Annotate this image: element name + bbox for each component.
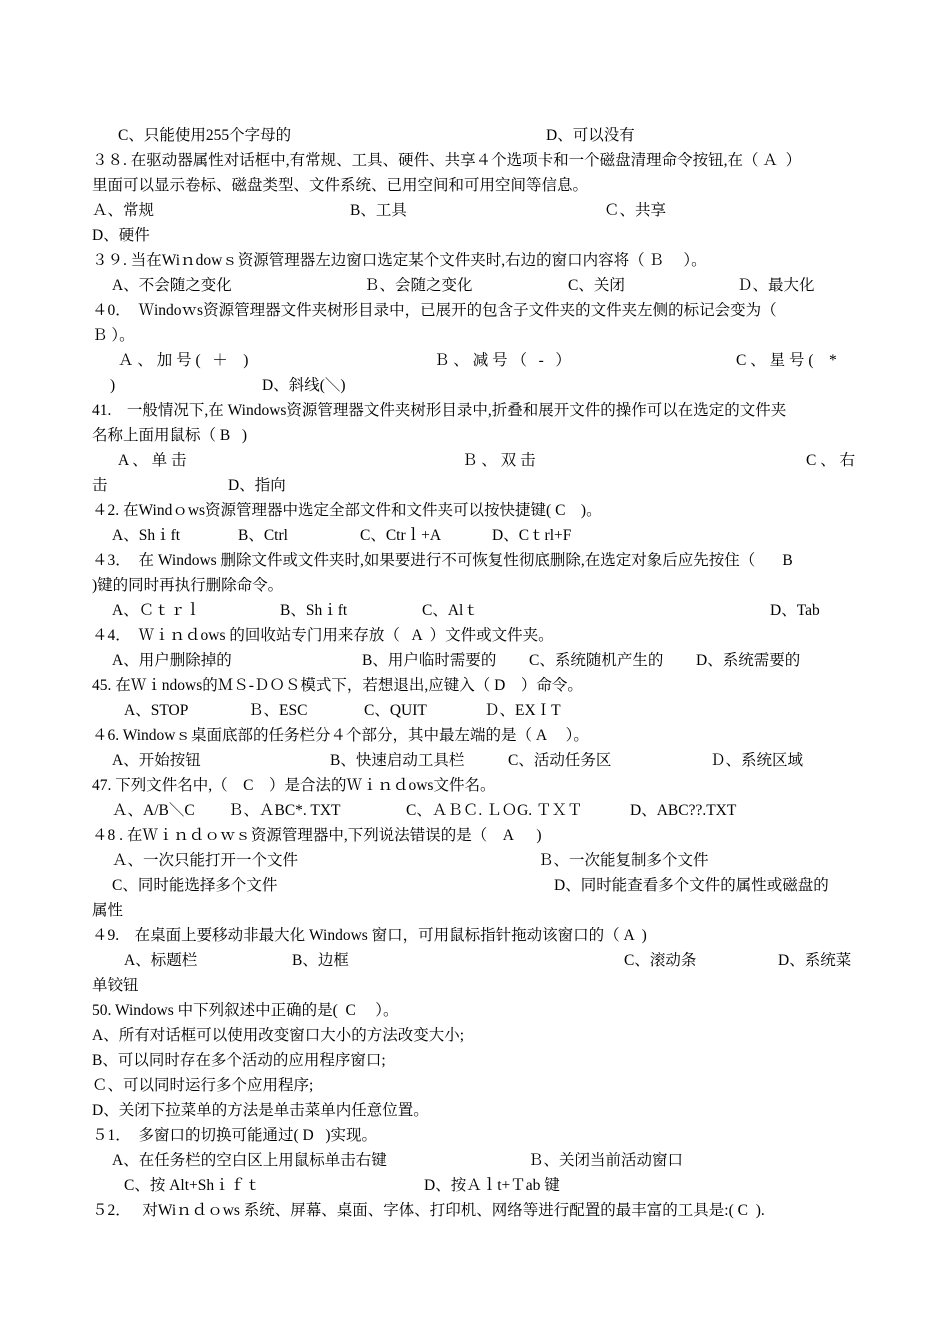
option-b-q39: Ｂ、会随之变化 — [364, 277, 473, 294]
option-b-q51: Ｂ、关闭当前活动窗口 — [528, 1152, 684, 1169]
option-c-q39: C、关闭 — [568, 277, 625, 294]
option-b-q43: B、Shｉft — [280, 602, 348, 619]
option-c-q51: C、按 Alt+Shｉｆｔ — [124, 1177, 261, 1194]
option-b-q50: B、可以同时存在多个活动的应用程序窗口; — [92, 1052, 386, 1069]
option-a-q46: A、开始按钮 — [112, 752, 201, 769]
option-c-q50: Ｃ、可以同时运行多个应用程序; — [92, 1077, 314, 1094]
option-c-q49: C、滚动条 — [624, 952, 697, 969]
option-c-q41-cont: 击 — [92, 477, 108, 494]
option-a-q43: A、Ｃｔｒｌ — [112, 602, 201, 619]
question-52: ５2． 对Wiｎｄｏws 系统、屏幕、桌面、字体、打印机、网络等进行配置的最丰富的工具是:( C ). — [92, 1202, 765, 1219]
option-d-q48-cont: 属性 — [92, 902, 124, 919]
question-38-cont: 里面可以显示卷标、磁盘类型、文件系统、已用空间和可用空间等信息。 — [92, 177, 589, 194]
option-d-q49-cont: 单铰钮 — [92, 977, 139, 994]
option-b-q44: B、用户临时需要的 — [362, 652, 497, 669]
question-49: ４9. 在桌面上要移动非最大化 Windows 窗口，可用鼠标指针拖动该窗口的（ A ) — [92, 927, 647, 944]
question-42: ４2. 在Windｏws资源管理器中选定全部文件和文件夹可以按快捷键( C )。 — [92, 502, 602, 519]
option-d-q42: D、Cｔrl+F — [492, 527, 572, 544]
option-d-q40: D、斜线(＼) — [262, 377, 346, 394]
question-43: ４3． 在 Windows 删除文件或文件夹时,如果要进行不可恢复性彻底删除,在选定对象后应先按住（ B — [92, 552, 793, 569]
option-c-q48: C、同时能选择多个文件 — [112, 877, 278, 894]
option-c-q41: C 、 右 — [806, 452, 856, 469]
option-c-q44: C、系统随机产生的 — [529, 652, 664, 669]
option-d-q50: D、关闭下拉菜单的方法是单击菜单内任意位置。 — [92, 1102, 429, 1119]
question-39: ３９. 当在Wiｎdowｓ资源管理器左边窗口选定某个文件夹时,右边的窗口内容将（ Ｂ ）。 — [92, 252, 707, 269]
question-38: ３８. 在驱动器属性对话框中,有常规、工具、硬件、共享４个选项卡和一个磁盘清理命令按钮,在（ Ａ ） — [92, 152, 802, 169]
option-a-q40: Ａ 、 加 号 ( ＋ ) — [118, 352, 249, 369]
option-b-q49: B、边框 — [292, 952, 349, 969]
option-a-q51: A、在任务栏的空白区上用鼠标单击右键 — [112, 1152, 387, 1169]
option-d-q47: D、ABC??.TXT — [630, 802, 737, 819]
option-c-q42: C、Ctrｌ+A — [360, 527, 442, 544]
option-d-q51: D、按Ａｌt+Ｔab 键 — [424, 1177, 560, 1194]
option-c-q40: C 、 星 号 ( * — [736, 352, 837, 369]
option-a-q50: A、所有对话框可以使用改变窗口大小的方法改变大小; — [92, 1027, 465, 1044]
option-c-q38: Ｃ、共享 — [604, 202, 667, 219]
option-a-q47: Ａ、A/B＼C — [112, 802, 195, 819]
question-40-cont: Ｂ ）。 — [92, 327, 135, 344]
question-43-cont: )键的同时再执行删除命令。 — [92, 577, 284, 594]
option-d-q45: Ｄ、EXＩT — [484, 702, 561, 719]
option-d-q48: D、同时能查看多个文件的属性或磁盘的 — [554, 877, 829, 894]
option-d-q41: D、指向 — [228, 477, 286, 494]
option-c-q40-cont: ) — [110, 377, 116, 394]
question-50: 50. Windows 中下列叙述中正确的是( C ）。 — [92, 1002, 399, 1019]
question-46: ４6. Windowｓ桌面底部的任务栏分４个部分，其中最左端的是（ A ）。 — [92, 727, 589, 744]
option-b-q45: Ｂ、ESC — [248, 702, 308, 719]
option-d-q39: Ｄ、最大化 — [737, 277, 815, 294]
option-b-q48: Ｂ、一次能复制多个文件 — [538, 852, 709, 869]
option-d-q37: D、可以没有 — [546, 127, 635, 144]
option-a-q42: A、Shｉft — [112, 527, 181, 544]
question-41: 41. 一般情况下,在 Windows资源管理器文件夹树形目录中,折叠和展开文件的操作可以在选定的文件夹 — [92, 402, 787, 419]
option-b-q42: B、Ctrl — [238, 527, 288, 544]
option-b-q38: B、工具 — [350, 202, 407, 219]
option-b-q41: Ｂ 、 双 击 — [462, 452, 536, 469]
option-a-q41: A 、 单 击 — [118, 452, 187, 469]
option-a-q44: A、用户删除掉的 — [112, 652, 232, 669]
question-44: ４4． Ｗｉｎｄows 的回收站专门用来存放（ A ）文件或文件夹。 — [92, 627, 554, 644]
option-a-q39: A、不会随之变化 — [112, 277, 232, 294]
option-d-q44: D、系统需要的 — [696, 652, 801, 669]
option-c-q45: C、QUIT — [364, 702, 427, 719]
question-47: 47. 下列文件名中,（ C ）是合法的Ｗｉｎｄows文件名。 — [92, 777, 496, 794]
option-b-q46: B、快速启动工具栏 — [330, 752, 465, 769]
option-d-q46: Ｄ、系统区域 — [710, 752, 804, 769]
option-d-q49: D、系统菜 — [778, 952, 852, 969]
question-45: 45. 在Ｗｉndows的ＭＳ-ＤＯＳ模式下，若想退出,应键入（ D ）命令。 — [92, 677, 583, 694]
question-41-cont: 名称上面用鼠标（ B ) — [92, 427, 248, 444]
option-d-q38: D、硬件 — [92, 227, 150, 244]
question-48: ４8 . 在Ｗｉｎｄｏｗｓ资源管理器中,下列说法错误的是（ A ) — [92, 827, 542, 844]
option-a-q45: A、STOP — [124, 702, 189, 719]
option-d-q43: D、Tab — [770, 602, 820, 619]
option-a-q49: A、标题栏 — [124, 952, 198, 969]
option-c-q37: C、只能使用255个字母的 — [118, 127, 292, 144]
option-a-q38: Ａ、常规 — [92, 202, 155, 219]
option-c-q46: C、活动任务区 — [508, 752, 612, 769]
question-40: ４0． Ｗindoｗs资源管理器文件夹树形目录中，已展开的包含子文件夹的文件夹左侧的标记会变为（ — [92, 302, 777, 319]
option-b-q40: Ｂ 、 减 号 （ - ） — [434, 352, 571, 369]
option-c-q43: C、Alｔ — [422, 602, 479, 619]
option-c-q47: C、ＡＢＣ. ＬＯG. ＴＸＴ — [406, 802, 583, 819]
question-51: ５1． 多窗口的切换可能通过( D )实现。 — [92, 1127, 378, 1144]
option-b-q47: Ｂ、ＡBC*. TXT — [228, 802, 341, 819]
option-a-q48: Ａ、一次只能打开一个文件 — [112, 852, 299, 869]
